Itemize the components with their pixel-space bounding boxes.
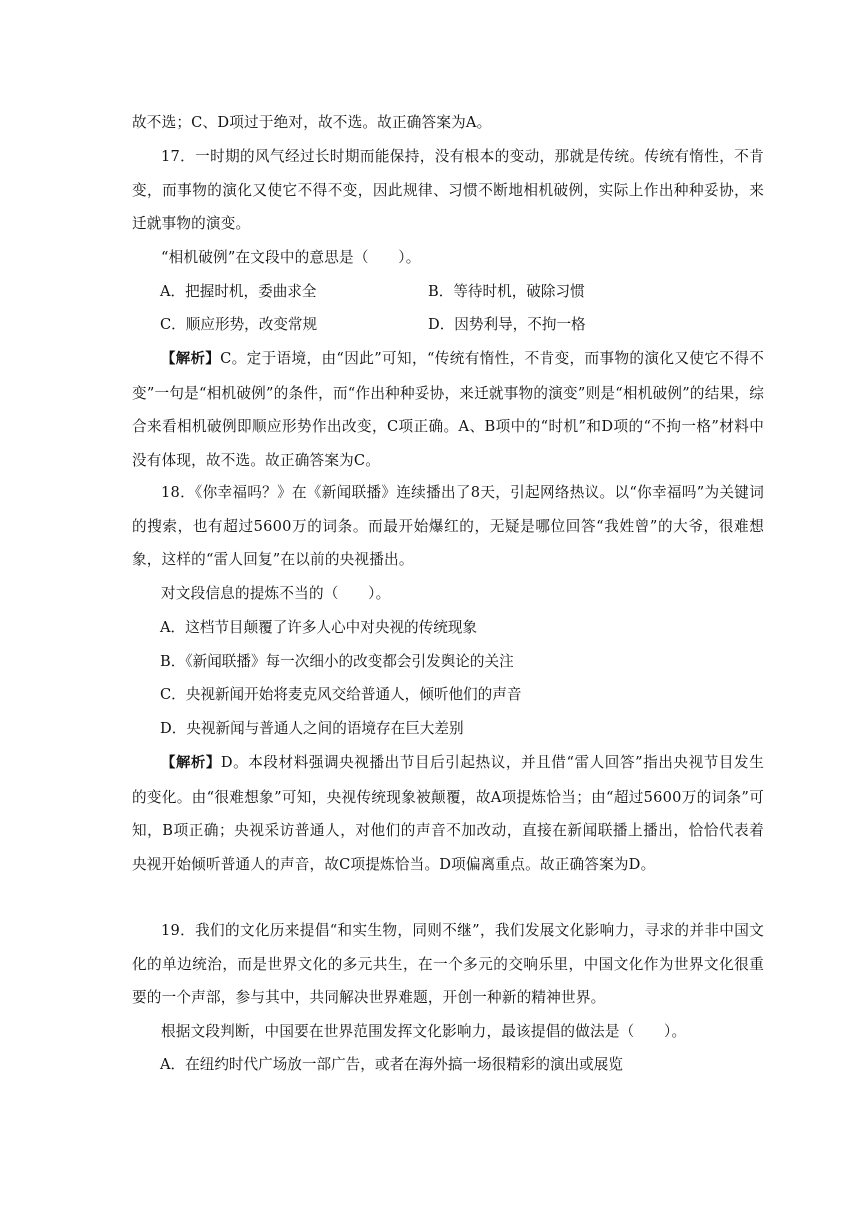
question-17-option-b: B．等待时机，破除习惯 [428,283,585,300]
question-18-option-b: B．《新闻联播》每一次细小的改变都会引发舆论的关注 [160,653,514,670]
question-18-prompt: 对文段信息的提炼不当的（ ）。 [161,585,391,602]
analysis-label: 【解析】 [161,755,221,771]
question-19-option-a: A．在纽约时代广场放一部广告，或者在海外搞一场很精彩的演出或展览 [160,1056,623,1073]
question-18-option-c: C．央视新闻开始将麦克风交给普通人，倾听他们的声音 [160,686,522,703]
question-17-stem: 17．一时期的风气经过长时期而能保持，没有根本的变动，那就是传统。传统有惰性，不肯变，而事物的演化又使它不得不变，因此规律、习惯不断地相机破例，实际上作出种种妥协，来迁就事物的演变。 [132,148,764,232]
question-18-stem: 18．《你幸福吗？》在《新闻联播》连续播出了8天，引起网络热议。以“你幸福吗”为关键词的搜索，也有超过5600万的词条。而最开始爆红的，无疑是哪位回答“我姓曾”的大爷，很难想象，这样的“雷人回复”在以前的央视播出。 [132,484,764,568]
question-17-option-d: D．因势利导，不拘一格 [428,316,586,333]
question-17-prompt: “相机破例”在文段中的意思是（ ）。 [161,249,421,266]
question-19-stem: 19．我们的文化历来提倡“和实生物，同则不继”，我们发展文化影响力，寻求的并非中国文化的单边统治，而是世界文化的多元共生，在一个多元的交响乐里，中国文化作为世界文化很重要的一个声部，参与其中，共同解决世界难题，开创一种新的精神世界。 [132,922,764,1006]
answer-continuation: 故不选；C、D项过于绝对，故不选。故正确答案为A。 [132,114,492,131]
analysis-label: 【解析】 [161,351,221,367]
question-18-analysis-text: D。本段材料强调央视播出节目后引起热议，并且借“雷人回答”指出央视节目发生的变化。由“很难想象”可知，央视传统现象被颠覆，故A项提炼恰当；由“超过5600万的词条”可知，B项正确；央视采访普通人，对他们的声音不加改动，直接在新闻联播上播出，恰恰代表着央视开始倾听普通人的声音，故C项提炼恰当。D项偏离重点。故正确答案为D。 [132,754,764,873]
question-17-option-c: C．顺应形势，改变常规 [160,316,318,333]
question-17-analysis-text: C。定于语境，由“因此”可知，“传统有惰性，不肯变，而事物的演化又使它不得不变”一句是“相机破例”的条件，而“作出种种妥协，来迁就事物的演变”则是“相机破例”的结果，综合来看相机破例即顺应形势作出改变，C项正确。A、B项中的“时机”和D项的“不拘一格”材料中没有体现，故不选。故正确答案为C。 [132,350,764,469]
question-18-option-d: D．央视新闻与普通人之间的语境存在巨大差别 [160,720,464,737]
question-17-option-a: A．把握时机，委曲求全 [160,283,317,300]
question-18-option-a: A．这档节目颠覆了许多人心中对央视的传统现象 [160,619,478,636]
question-18-analysis [132,746,764,881]
question-19-prompt: 根据文段判断，中国要在世界范围发挥文化影响力，最该提倡的做法是（ ）。 [161,1023,687,1040]
question-17-analysis [132,342,764,477]
